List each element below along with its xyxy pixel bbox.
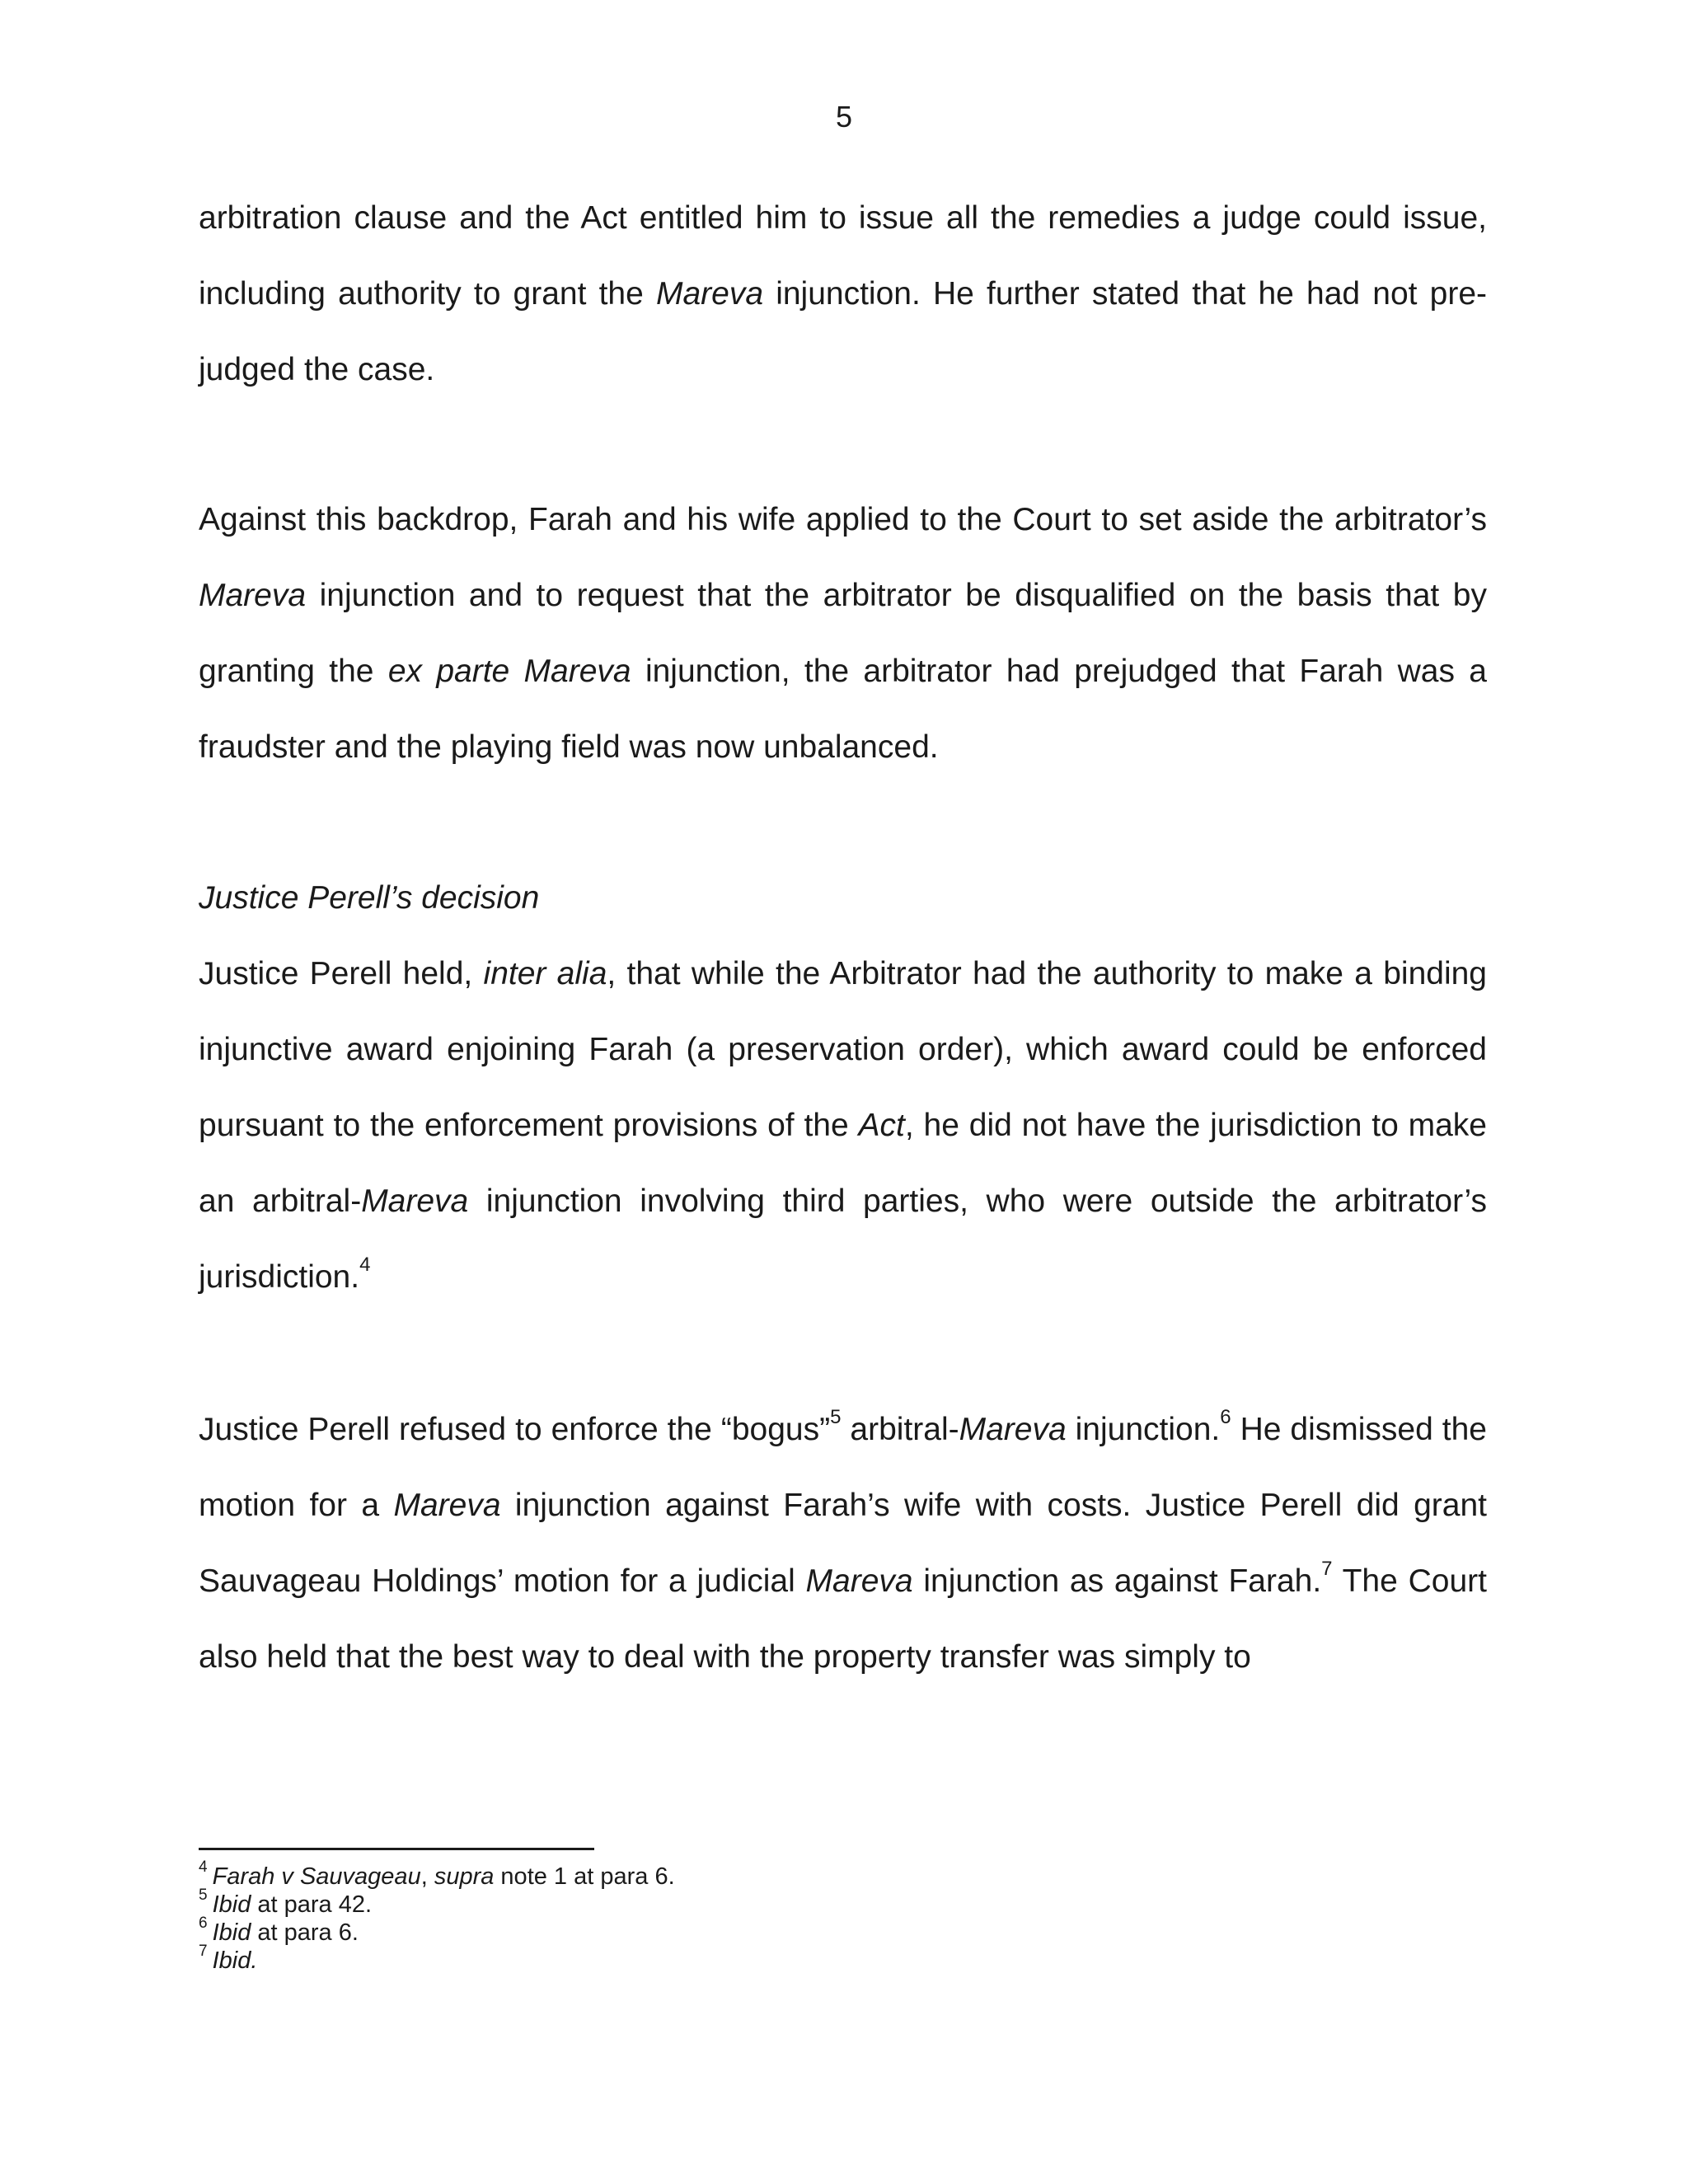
footnote-italic: Ibid. [212, 1947, 258, 1974]
paragraph-3-text-b: , that while the Arbitrator had the authority to make a binding injunctive award enjoining Farah (a preservation order), which award could be enforced pursuant to the enforcement provisions of the [199, 956, 1488, 1143]
page-number: 5 [835, 100, 853, 134]
paragraph-2-text-c: injunction, the arbitrator had prejudged that Farah was a fraudster and the playing field was now unbalanced. [199, 654, 1487, 765]
paragraph-4-text-d: He dismissed the motion for a [199, 1412, 1487, 1523]
footnote-6 [199, 1915, 675, 1947]
paragraph-4-italic-c: Mareva [805, 1563, 913, 1599]
footnote-text: at para 6. [251, 1919, 359, 1946]
paragraph-4-text-a: Justice Perell refused to enforce the “bogus” [199, 1412, 831, 1447]
paragraph-4-text-c: injunction. [1066, 1412, 1221, 1447]
paragraph-4-text-e: injunction against Farah’s wife with costs. Justice Perell did grant Sauvageau Holdings’ motion for a judicial [199, 1488, 1487, 1599]
paragraph-3-text-c: , he did not have the jurisdiction to make an arbitral- [199, 1108, 1488, 1219]
paragraph-1 [199, 180, 1487, 408]
footnote-number: 4 [199, 1858, 208, 1877]
paragraph-4-italic-a: Mareva [959, 1412, 1067, 1447]
paragraph-4-text-b: arbitral- [841, 1412, 959, 1447]
paragraph-3-text-d: injunction involving third parties, who were outside the arbitrator’s jurisdiction. [199, 1183, 1487, 1295]
footnote-number: 5 [199, 1886, 208, 1905]
footnote-italic: Ibid [212, 1919, 251, 1946]
footnote-italic: Ibid [212, 1891, 251, 1918]
footnote-ref-6: 6 [1220, 1406, 1231, 1428]
footnote-4 [199, 1858, 675, 1891]
paragraph-2 [199, 482, 1487, 785]
paragraph-4-italic-b: Mareva [393, 1488, 501, 1523]
paragraph-4-text-f: injunction as against Farah. [912, 1563, 1322, 1599]
footnote-italic: supra [434, 1863, 495, 1890]
paragraph-3-italic-c: Mareva [361, 1183, 469, 1219]
footnote-text: , [420, 1863, 434, 1890]
paragraph-1-italic-a: Mareva [655, 276, 764, 312]
paragraph-3-text-a: Justice Perell held, [199, 956, 484, 991]
paragraph-2-text-b: injunction and to request that the arbitrator be disqualified on the basis that by granting the [199, 578, 1487, 689]
paragraph-1-text-b: injunction. He further stated that he had not pre-judged the case. [199, 276, 1487, 387]
footnote-5 [199, 1886, 675, 1919]
footnote-italic: Farah v Sauvageau [212, 1863, 421, 1890]
footnote-text: note 1 at para 6. [494, 1863, 675, 1890]
paragraph-3 [199, 936, 1487, 1315]
paragraph-2-italic-b: ex parte Mareva [387, 654, 631, 689]
footnote-ref-5: 5 [830, 1406, 842, 1428]
paragraph-2-text-a: Against this backdrop, Farah and his wife applied to the Court to set aside the arbitrator’s [199, 502, 1487, 537]
footnote-ref-7: 7 [1321, 1558, 1333, 1580]
paragraph-4 [199, 1392, 1487, 1695]
footnote-separator [199, 1848, 594, 1850]
footnote-number: 6 [199, 1915, 208, 1933]
paragraph-3-italic-a: inter alia [483, 956, 607, 991]
paragraph-1-text-a: arbitration clause and the Act entitled him to issue all the remedies a judge could issue, including authority to grant the [199, 200, 1487, 312]
footnote-7 [199, 1943, 675, 1975]
paragraph-4-text-g: The Court also held that the best way to deal with the property transfer was simply to [199, 1563, 1487, 1675]
paragraph-2-italic-a: Mareva [199, 578, 307, 613]
footnote-number: 7 [199, 1943, 208, 1961]
section-heading: Justice Perell’s decision [199, 880, 540, 916]
paragraph-3-italic-b: Act [858, 1108, 905, 1143]
footnote-text: at para 42. [251, 1891, 373, 1918]
footnote-ref-4: 4 [359, 1254, 371, 1276]
footnotes [199, 1858, 675, 1975]
